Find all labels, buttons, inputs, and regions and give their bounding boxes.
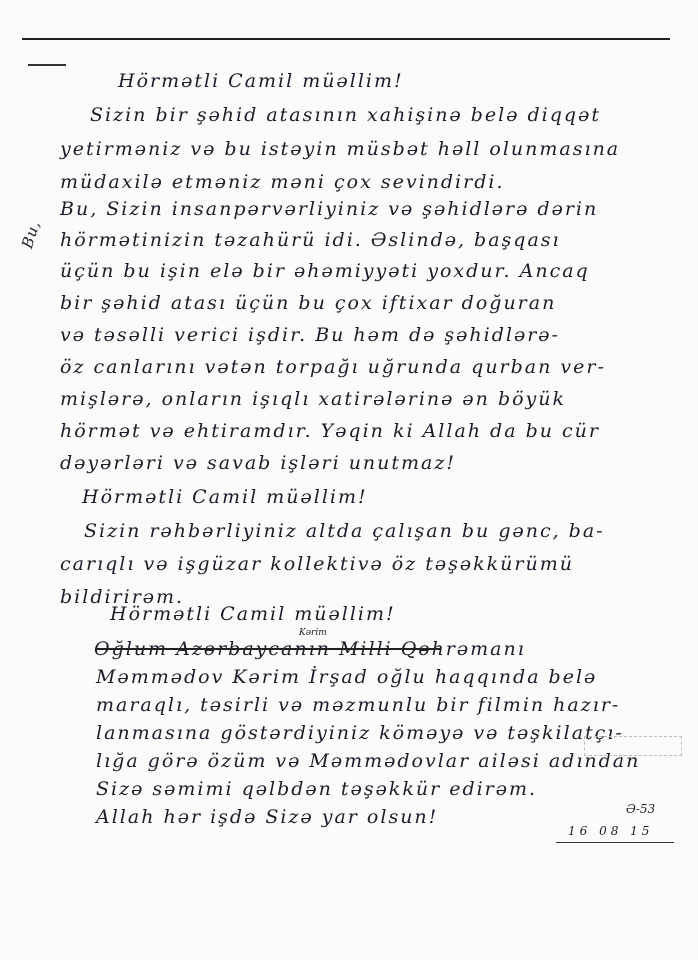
- date-underline: [556, 842, 674, 843]
- letter-line: Sizə səmimi qəlbdən təşəkkür edirəm.: [96, 778, 538, 800]
- letter-line: mişlərə, onların işıqlı xatirələrinə ən böyük: [60, 388, 567, 410]
- letter-line: maraqlı, təsirli və məzmunlu bir filmin hazır-: [96, 694, 621, 716]
- letter-line: hörmət və ehtiramdır. Yəqin ki Allah da bu cür: [60, 420, 600, 442]
- letter-line: Oğlum Azərbaycanın Milli Qəhrəmanı: [94, 638, 526, 660]
- letter-line: lanmasına göstərdiyiniz köməyə və təşkilatçı-: [96, 722, 624, 744]
- letter-line: Sizin bir şəhid atasının xahişinə belə diqqət: [90, 104, 601, 126]
- reference-number: Ə-53: [626, 802, 656, 816]
- letter-line: müdaxilə etməniz məni çox sevindirdi.: [60, 171, 505, 193]
- letter-line: öz canlarını vətən torpağı uğrunda qurban ver-: [60, 356, 606, 378]
- letter-line: bir şəhid atası üçün bu çox iftixar doğuran: [60, 292, 557, 314]
- letter-line: yetirməniz və bu istəyin müsbət həll olunmasına: [60, 138, 621, 160]
- margin-note: Bu,: [18, 217, 44, 251]
- letter-line: hörmətinizin təzahürü idi. Əslində, başqası: [60, 229, 561, 251]
- letter-line: bildirirəm.: [60, 586, 185, 608]
- inserted-word: Kərim: [299, 628, 327, 638]
- letter-line: və təsəlli verici işdir. Bu həm də şəhidlərə-: [60, 324, 560, 346]
- letter-line: üçün bu işin elə bir əhəmiyyəti yoxdur. Ancaq: [60, 260, 590, 282]
- letter-line: carıqlı və işgüzar kollektivə öz təşəkkürümü: [60, 553, 574, 575]
- name-underline: [96, 648, 441, 650]
- reference-date: 16 08 15: [568, 824, 654, 838]
- top-rule-line: [22, 38, 670, 40]
- short-rule-line: [28, 64, 66, 66]
- salutation-3: Hörmətli Camil müəllim!: [110, 603, 396, 625]
- closing-line: Allah hər işdə Sizə yar olsun!: [96, 806, 439, 828]
- faint-stamp: [584, 736, 682, 756]
- letter-line: dəyərləri və savab işləri unutmaz!: [60, 452, 457, 474]
- salutation-2: Hörmətli Camil müəllim!: [82, 486, 368, 508]
- letter-line: lığa görə özüm və Məmmədovlar ailəsi adından: [96, 750, 641, 772]
- letter-line: Sizin rəhbərliyiniz altda çalışan bu gənc, ba-: [84, 520, 605, 542]
- letter-line: Məmmədov Kərim İrşad oğlu haqqında belə: [96, 666, 598, 688]
- salutation-1: Hörmətli Camil müəllim!: [118, 70, 404, 92]
- letter-line: Bu, Sizin insanpərvərliyiniz və şəhidlərə dərin: [60, 198, 599, 220]
